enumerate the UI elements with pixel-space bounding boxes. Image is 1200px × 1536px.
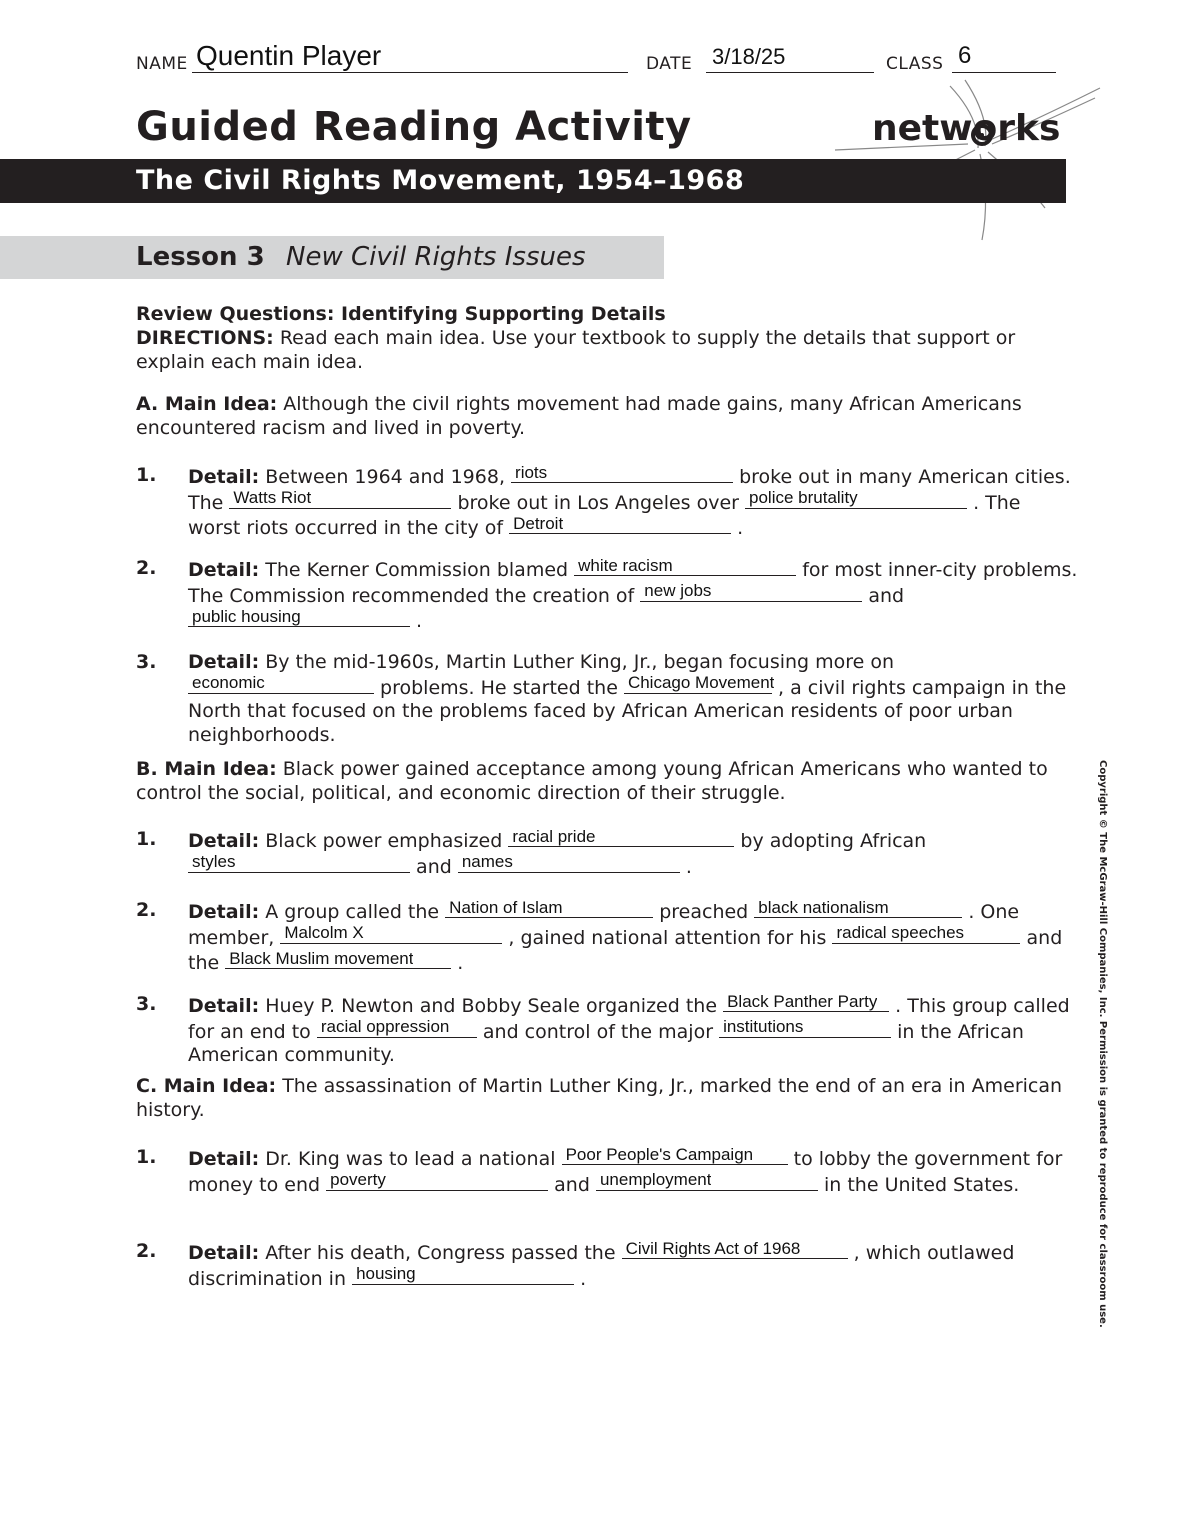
detail-number: 3. [136,993,157,1015]
answer-text: Chicago Movement [627,673,775,692]
answer-text: Detroit [513,513,564,533]
detail-text: . [580,1267,587,1290]
detail-text: to lobby the government for money to end [188,1148,1063,1196]
answer-blank[interactable] [188,854,410,873]
detail-number: 1. [136,1146,157,1168]
answer-blank[interactable] [574,557,796,576]
detail-label: Detail: [188,559,260,581]
answer-text: Watts Riot [233,488,312,507]
detail-text: After his death, Congress passed the [265,1242,616,1264]
main-idea-a-label: A. Main Idea: [136,393,278,415]
answer-text: Black Muslim movement [229,948,414,968]
lesson-name: New Civil Rights Issues [286,242,586,272]
answer-blank[interactable] [719,1019,891,1038]
answer-text: Nation of Islam [449,897,563,917]
copyright-text: Copyright © The McGraw-Hill Companies, Inc. Permission is granted to reproduce for classroom use. [1097,760,1108,1328]
answer-blank[interactable] [508,828,734,847]
answer-text: racial pride [512,826,596,846]
answer-blank[interactable] [445,899,653,918]
detail-number: 2. [136,899,157,921]
answer-text: names [461,852,513,871]
answer-text: Black Panther Party [727,991,878,1011]
brand-text: networks [872,108,1061,149]
detail-number: 2. [136,557,157,579]
class-field[interactable]: 6 [958,42,972,69]
main-idea-a [136,393,1076,440]
answer-blank[interactable] [326,1172,548,1191]
detail-text: . [737,517,744,539]
answer-blank[interactable] [317,1019,477,1038]
detail-text: . [457,952,464,974]
detail-text: preached [659,901,749,923]
detail-a1 [188,464,1078,541]
main-idea-b-label: B. Main Idea: [136,758,277,780]
answer-text: new jobs [644,581,712,600]
detail-text: A group called the [265,901,440,923]
answer-text: police brutality [749,488,858,507]
answer-text: housing [356,1264,416,1283]
detail-text: and [868,584,905,607]
detail-text: broke out in many American cities. The [188,466,1071,514]
answer-text: Malcolm X [284,923,364,942]
detail-text: problems. He started the [380,676,618,699]
date-label: DATE [646,54,693,74]
detail-c1 [188,1146,1078,1197]
class-label: CLASS [886,54,944,74]
detail-text: , a civil rights campaign in the North that focused on the problems faced by African American residents of poor urban neighborhoods. [188,676,1067,746]
answer-blank[interactable] [723,993,889,1012]
detail-b2 [188,899,1078,976]
answer-text: public housing [192,606,301,626]
detail-b1 [188,828,1078,879]
detail-text: Huey P. Newton and Bobby Seale organized the [265,995,718,1017]
answer-text: riots [515,462,548,482]
answer-blank[interactable] [188,608,410,627]
main-idea-c [136,1075,1076,1122]
detail-text: . One member, [188,901,1020,949]
detail-number: 3. [136,651,157,673]
answer-text: racial oppression [320,1017,450,1036]
main-idea-b [136,758,1076,805]
answer-text: poverty [330,1170,386,1189]
detail-label: Detail: [188,995,260,1017]
detail-text: in the African American community. [188,1020,1024,1066]
detail-text: , which outlawed discrimination in [188,1242,1015,1290]
detail-text: and control of the major [482,1020,714,1043]
answer-text: white racism [578,555,673,575]
detail-label: Detail: [188,830,260,852]
answer-blank[interactable] [596,1172,818,1191]
main-idea-a-text: Although the civil rights movement had made gains, many African Americans encountered racism and lived in poverty. [136,393,1022,439]
answer-text: Civil Rights Act of 1968 [625,1238,801,1258]
detail-number: 1. [136,828,157,850]
detail-a3 [188,651,1078,747]
lesson-number: Lesson 3 [136,242,265,272]
detail-b3 [188,993,1078,1068]
detail-c2 [188,1240,1078,1291]
answer-text: styles [192,852,236,871]
detail-label: Detail: [188,1242,260,1264]
detail-number: 1. [136,464,157,486]
answer-text: economic [192,673,265,692]
answer-text: unemployment [599,1170,712,1189]
detail-label: Detail: [188,1148,260,1170]
answer-blank[interactable] [511,464,733,483]
detail-text: Between 1964 and 1968, [265,466,505,488]
detail-text: . [685,855,692,878]
detail-text: . The worst riots occurred in the city of [188,491,1021,539]
detail-text: and the [188,926,1063,974]
detail-number: 2. [136,1240,157,1262]
unit-band [0,159,1066,203]
detail-text: broke out in Los Angeles over [457,491,739,514]
detail-text: for most inner-city problems. The Commission recommended the creation of [188,559,1078,607]
page-title: Guided Reading Activity [136,104,692,150]
answer-blank[interactable] [229,490,451,509]
answer-blank[interactable] [509,515,731,534]
name-field[interactable]: Quentin Player [196,40,382,71]
name-underline [192,72,628,73]
answer-blank[interactable] [832,925,1020,944]
answer-blank[interactable] [225,950,451,969]
copyright-strip [1090,760,1108,1328]
name-label: NAME [136,54,188,74]
directions [136,327,1056,374]
directions-label: DIRECTIONS: [136,327,274,349]
detail-label: Detail: [188,651,260,673]
answer-blank[interactable] [745,490,967,509]
main-idea-c-label: C. Main Idea: [136,1075,277,1097]
date-field[interactable]: 3/18/25 [712,44,786,69]
detail-text: and [554,1173,590,1196]
unit-title: The Civil Rights Movement, 1954–1968 [136,165,745,196]
answer-blank[interactable] [352,1266,574,1285]
main-idea-b-text: Black power gained acceptance among young African Americans who wanted to control the social, political, and economic direction of their struggle. [136,758,1048,804]
answer-blank[interactable] [280,925,502,944]
answer-text: black nationalism [758,897,889,917]
answer-blank[interactable] [640,583,862,602]
date-underline [706,72,874,73]
class-underline [952,72,1056,73]
detail-label: Detail: [188,901,260,923]
detail-text: Black power emphasized [265,830,503,852]
review-heading: Review Questions: Identifying Supporting Details [136,303,666,325]
detail-text: by adopting African [740,830,927,852]
answer-blank[interactable] [188,675,374,694]
detail-text: in the United States. [824,1173,1020,1196]
answer-blank[interactable] [458,854,680,873]
answer-text: Poor People's Campaign [565,1144,754,1164]
answer-text: institutions [723,1017,804,1036]
detail-text: , gained national attention for his [508,926,827,949]
detail-text: . [416,610,423,632]
lesson-bar [0,236,664,279]
detail-text: Dr. King was to lead a national [265,1148,556,1170]
answer-text: radical speeches [836,923,965,942]
answer-blank[interactable] [562,1146,788,1165]
main-idea-c-text: The assassination of Martin Luther King, Jr., marked the end of an era in American history. [136,1075,1063,1121]
detail-label: Detail: [188,466,260,488]
detail-a2 [188,557,1078,634]
answer-blank[interactable] [754,899,962,918]
detail-text: and [416,855,452,878]
answer-blank[interactable] [624,673,775,694]
answer-blank[interactable] [622,1240,848,1259]
detail-text: By the mid-1960s, Martin Luther King, Jr., began focusing more on [265,651,895,673]
directions-text: Read each main idea. Use your textbook to supply the details that support or explain each main idea. [136,327,1016,373]
detail-text: The Kerner Commission blamed [265,559,569,581]
detail-text: . This group called for an end to [188,995,1070,1043]
